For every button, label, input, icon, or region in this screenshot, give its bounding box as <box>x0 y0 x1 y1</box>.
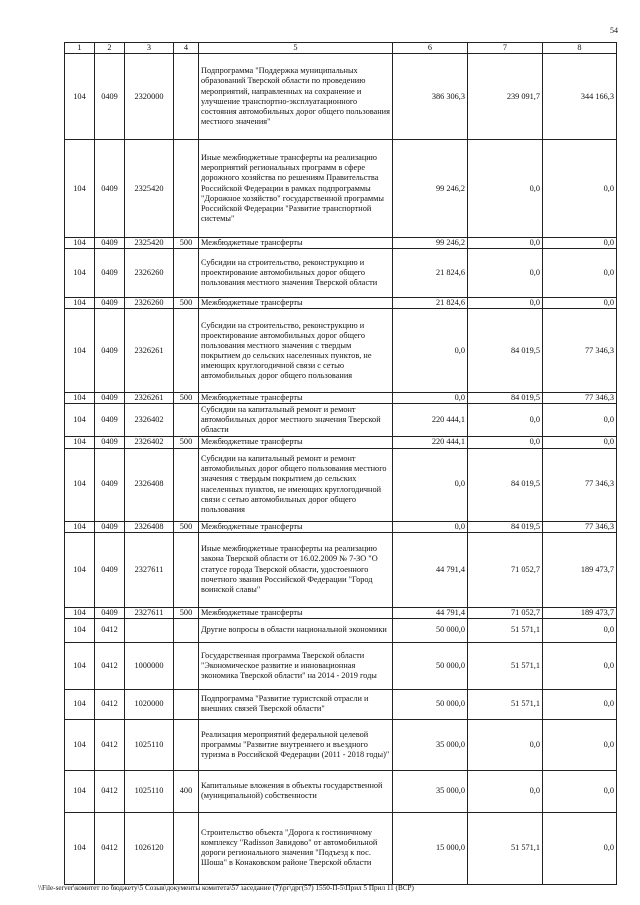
cell-name: Межбюджетные трансферты <box>199 238 393 249</box>
cell-target-code: 1020000 <box>125 689 174 719</box>
cell-rzpr: 104 <box>65 618 95 642</box>
cell-amount-3: 77 346,3 <box>543 309 617 393</box>
cell-amount-3: 77 346,3 <box>543 448 617 521</box>
cell-target-code: 1000000 <box>125 642 174 689</box>
table-row <box>65 770 617 812</box>
cell-amount-1: 0,0 <box>393 309 468 393</box>
cell-amount-2: 84 019,5 <box>468 521 543 532</box>
cell-amount-3: 77 346,3 <box>543 393 617 404</box>
table-row <box>65 298 617 309</box>
cell-target-code: 2326261 <box>125 393 174 404</box>
cell-target-code: 1025110 <box>125 719 174 770</box>
cell-rzpr: 104 <box>65 140 95 238</box>
cell-amount-2: 0,0 <box>468 404 543 437</box>
cell-amount-3: 0,0 <box>543 238 617 249</box>
cell-target-code: 2326402 <box>125 404 174 437</box>
cell-rzpr: 104 <box>65 298 95 309</box>
cell-amount-2: 239 091,7 <box>468 54 543 140</box>
cell-expense-type: 500 <box>174 521 199 532</box>
cell-section: 0409 <box>95 404 125 437</box>
budget-table <box>64 42 617 885</box>
cell-amount-1: 99 246,2 <box>393 140 468 238</box>
cell-amount-2: 84 019,5 <box>468 448 543 521</box>
table-row <box>65 532 617 607</box>
table-row <box>65 812 617 884</box>
col-header-7: 7 <box>468 43 543 54</box>
cell-amount-1: 44 791,4 <box>393 532 468 607</box>
cell-amount-2: 0,0 <box>468 437 543 448</box>
col-header-4: 4 <box>174 43 199 54</box>
cell-name: Иные межбюджетные трансферты на реализацию закона Тверской области от 16.02.2009 № 7-ЗО "О статусе города Тверской области, удостоенного почетного звания Российской Федерации "Город воинской славы" <box>199 532 393 607</box>
cell-name: Иные межбюджетные трансферты на реализацию мероприятий региональных программ в сфере дорожного хозяйства по решениям Правительства Российской Федерации в рамках подпрограммы "Дорожное хозяйство" государственной программы Российской Федерации "Развитие транспортной системы" <box>199 140 393 238</box>
cell-expense-type: 500 <box>174 607 199 618</box>
cell-name: Государственная программа Тверской области "Экономическое развитие и инновационная экономика Тверской области" на 2014 - 2019 годы <box>199 642 393 689</box>
cell-amount-3: 77 346,3 <box>543 521 617 532</box>
cell-rzpr: 104 <box>65 448 95 521</box>
cell-name: Субсидии на строительство, реконструкцию и проектирование автомобильных дорог общего пользования местного значения с твердым покрытием до сельских населенных пунктов, не имеющих круглогодичной связи с сетью автомобильных дорог общего пользования <box>199 309 393 393</box>
cell-amount-1: 0,0 <box>393 448 468 521</box>
cell-expense-type <box>174 54 199 140</box>
cell-rzpr: 104 <box>65 812 95 884</box>
cell-rzpr: 104 <box>65 521 95 532</box>
cell-section: 0409 <box>95 521 125 532</box>
cell-name: Субсидии на капитальный ремонт и ремонт автомобильных дорог местного значения Тверской области <box>199 404 393 437</box>
cell-rzpr: 104 <box>65 238 95 249</box>
table-row <box>65 437 617 448</box>
cell-expense-type <box>174 642 199 689</box>
cell-name: Межбюджетные трансферты <box>199 607 393 618</box>
cell-section: 0409 <box>95 393 125 404</box>
col-header-6: 6 <box>393 43 468 54</box>
cell-expense-type <box>174 719 199 770</box>
header-row <box>65 43 617 54</box>
cell-amount-2: 84 019,5 <box>468 309 543 393</box>
cell-expense-type: 500 <box>174 238 199 249</box>
cell-name: Подпрограмма "Развитие туристской отрасли и внешних связей Тверской области" <box>199 689 393 719</box>
table-body <box>65 54 617 885</box>
cell-section: 0409 <box>95 298 125 309</box>
cell-amount-2: 51 571,1 <box>468 689 543 719</box>
table-row <box>65 618 617 642</box>
cell-amount-1: 386 306,3 <box>393 54 468 140</box>
cell-target-code: 2320000 <box>125 54 174 140</box>
cell-amount-1: 220 444,1 <box>393 437 468 448</box>
table-row <box>65 719 617 770</box>
cell-name: Межбюджетные трансферты <box>199 437 393 448</box>
cell-rzpr: 104 <box>65 770 95 812</box>
cell-rzpr: 104 <box>65 393 95 404</box>
cell-section: 0409 <box>95 437 125 448</box>
cell-section: 0412 <box>95 689 125 719</box>
cell-expense-type: 400 <box>174 770 199 812</box>
cell-amount-2: 0,0 <box>468 140 543 238</box>
cell-target-code: 2326260 <box>125 298 174 309</box>
col-header-2: 2 <box>95 43 125 54</box>
cell-target-code: 2326402 <box>125 437 174 448</box>
table-row <box>65 642 617 689</box>
table-row <box>65 689 617 719</box>
cell-amount-2: 0,0 <box>468 298 543 309</box>
cell-amount-2: 0,0 <box>468 249 543 298</box>
footer-file-path: \\File-server\комитет по бюджету\5 Созыв\документы комитета\57 заседание (7)\рг\дрг(57) 1550-П-5\Прил 5 Прил 11 (ВСР) <box>38 884 414 892</box>
cell-expense-type <box>174 309 199 393</box>
cell-section: 0412 <box>95 812 125 884</box>
cell-amount-1: 44 791,4 <box>393 607 468 618</box>
cell-target-code: 2326261 <box>125 309 174 393</box>
cell-expense-type <box>174 812 199 884</box>
cell-amount-3: 0,0 <box>543 770 617 812</box>
cell-amount-1: 0,0 <box>393 393 468 404</box>
cell-amount-3: 0,0 <box>543 249 617 298</box>
cell-amount-3: 189 473,7 <box>543 607 617 618</box>
cell-amount-2: 51 571,1 <box>468 642 543 689</box>
table-row <box>65 404 617 437</box>
cell-section: 0412 <box>95 618 125 642</box>
cell-name: Строительство объекта "Дорога к гостиничному комплексу "Radisson Завидово" от автомобильной дороги регионального значения "Подъезд к пос. Шоша" в Конаковском районе Тверской области <box>199 812 393 884</box>
cell-amount-3: 0,0 <box>543 642 617 689</box>
cell-amount-1: 21 824,6 <box>393 298 468 309</box>
table-row <box>65 54 617 140</box>
cell-target-code <box>125 618 174 642</box>
table-row <box>65 249 617 298</box>
cell-section: 0412 <box>95 719 125 770</box>
cell-amount-3: 0,0 <box>543 437 617 448</box>
cell-rzpr: 104 <box>65 642 95 689</box>
cell-section: 0412 <box>95 770 125 812</box>
cell-amount-2: 71 052,7 <box>468 532 543 607</box>
cell-target-code: 1025110 <box>125 770 174 812</box>
cell-amount-3: 0,0 <box>543 140 617 238</box>
cell-amount-1: 0,0 <box>393 521 468 532</box>
cell-amount-1: 50 000,0 <box>393 642 468 689</box>
col-header-1: 1 <box>65 43 95 54</box>
cell-amount-2: 84 019,5 <box>468 393 543 404</box>
cell-amount-1: 35 000,0 <box>393 770 468 812</box>
cell-amount-2: 0,0 <box>468 719 543 770</box>
cell-expense-type: 500 <box>174 298 199 309</box>
cell-expense-type <box>174 532 199 607</box>
cell-rzpr: 104 <box>65 532 95 607</box>
cell-target-code: 2326408 <box>125 448 174 521</box>
cell-section: 0409 <box>95 448 125 521</box>
cell-name: Межбюджетные трансферты <box>199 298 393 309</box>
cell-amount-3: 0,0 <box>543 812 617 884</box>
cell-target-code: 2327611 <box>125 607 174 618</box>
cell-amount-1: 50 000,0 <box>393 618 468 642</box>
table-row <box>65 521 617 532</box>
cell-section: 0409 <box>95 238 125 249</box>
table-row <box>65 393 617 404</box>
cell-section: 0409 <box>95 309 125 393</box>
cell-expense-type: 500 <box>174 393 199 404</box>
table-row <box>65 607 617 618</box>
cell-target-code: 2326260 <box>125 249 174 298</box>
cell-expense-type <box>174 618 199 642</box>
cell-section: 0412 <box>95 642 125 689</box>
cell-rzpr: 104 <box>65 689 95 719</box>
cell-amount-1: 99 246,2 <box>393 238 468 249</box>
cell-section: 0409 <box>95 140 125 238</box>
cell-amount-2: 71 052,7 <box>468 607 543 618</box>
cell-amount-3: 0,0 <box>543 298 617 309</box>
cell-rzpr: 104 <box>65 309 95 393</box>
cell-amount-1: 15 000,0 <box>393 812 468 884</box>
cell-expense-type: 500 <box>174 437 199 448</box>
cell-amount-1: 50 000,0 <box>393 689 468 719</box>
cell-name: Капитальные вложения в объекты государственной (муниципальной) собственности <box>199 770 393 812</box>
table-row <box>65 448 617 521</box>
cell-rzpr: 104 <box>65 404 95 437</box>
col-header-8: 8 <box>543 43 617 54</box>
cell-expense-type <box>174 249 199 298</box>
cell-amount-3: 0,0 <box>543 689 617 719</box>
cell-amount-3: 344 166,3 <box>543 54 617 140</box>
cell-amount-1: 21 824,6 <box>393 249 468 298</box>
table-row <box>65 140 617 238</box>
cell-name: Субсидии на капитальный ремонт и ремонт автомобильных дорог общего пользования местного значения с твердым покрытием до сельских населенных пунктов, не имеющих круглогодичной связи с сетью автомобильных дорог общего пользования <box>199 448 393 521</box>
cell-name: Реализация мероприятий федеральной целевой программы "Развитие внутреннего и въездного туризма в Российской Федерации (2011 - 2018 годы)" <box>199 719 393 770</box>
cell-target-code: 2325420 <box>125 140 174 238</box>
cell-rzpr: 104 <box>65 54 95 140</box>
cell-expense-type <box>174 404 199 437</box>
cell-name: Подпрограмма "Поддержка муниципальных образований Тверской области по проведению мероприятий, направленных на сохранение и улучшение транспортно-эксплуатационного состояния автомобильных дорог общего пользования местного значения" <box>199 54 393 140</box>
cell-name: Межбюджетные трансферты <box>199 521 393 532</box>
cell-name: Другие вопросы в области национальной экономики <box>199 618 393 642</box>
cell-amount-2: 51 571,1 <box>468 812 543 884</box>
col-header-3: 3 <box>125 43 174 54</box>
cell-target-code: 2325420 <box>125 238 174 249</box>
cell-amount-3: 0,0 <box>543 719 617 770</box>
cell-amount-2: 0,0 <box>468 238 543 249</box>
cell-rzpr: 104 <box>65 719 95 770</box>
cell-amount-2: 51 571,1 <box>468 618 543 642</box>
cell-rzpr: 104 <box>65 249 95 298</box>
cell-amount-3: 0,0 <box>543 404 617 437</box>
cell-expense-type <box>174 140 199 238</box>
cell-section: 0409 <box>95 607 125 618</box>
cell-expense-type <box>174 448 199 521</box>
cell-target-code: 2326408 <box>125 521 174 532</box>
cell-expense-type <box>174 689 199 719</box>
cell-section: 0409 <box>95 249 125 298</box>
cell-target-code: 2327611 <box>125 532 174 607</box>
cell-section: 0409 <box>95 532 125 607</box>
cell-name: Субсидии на строительство, реконструкцию и проектирование автомобильных дорог общего пользования местного значения Тверской области <box>199 249 393 298</box>
table-row <box>65 238 617 249</box>
cell-section: 0409 <box>95 54 125 140</box>
cell-rzpr: 104 <box>65 437 95 448</box>
cell-amount-2: 0,0 <box>468 770 543 812</box>
cell-amount-1: 35 000,0 <box>393 719 468 770</box>
cell-amount-3: 189 473,7 <box>543 532 617 607</box>
cell-target-code: 1026120 <box>125 812 174 884</box>
cell-name: Межбюджетные трансферты <box>199 393 393 404</box>
col-header-5: 5 <box>199 43 393 54</box>
cell-amount-1: 220 444,1 <box>393 404 468 437</box>
cell-rzpr: 104 <box>65 607 95 618</box>
page-number: 54 <box>610 26 618 35</box>
cell-amount-3: 0,0 <box>543 618 617 642</box>
table-row <box>65 309 617 393</box>
